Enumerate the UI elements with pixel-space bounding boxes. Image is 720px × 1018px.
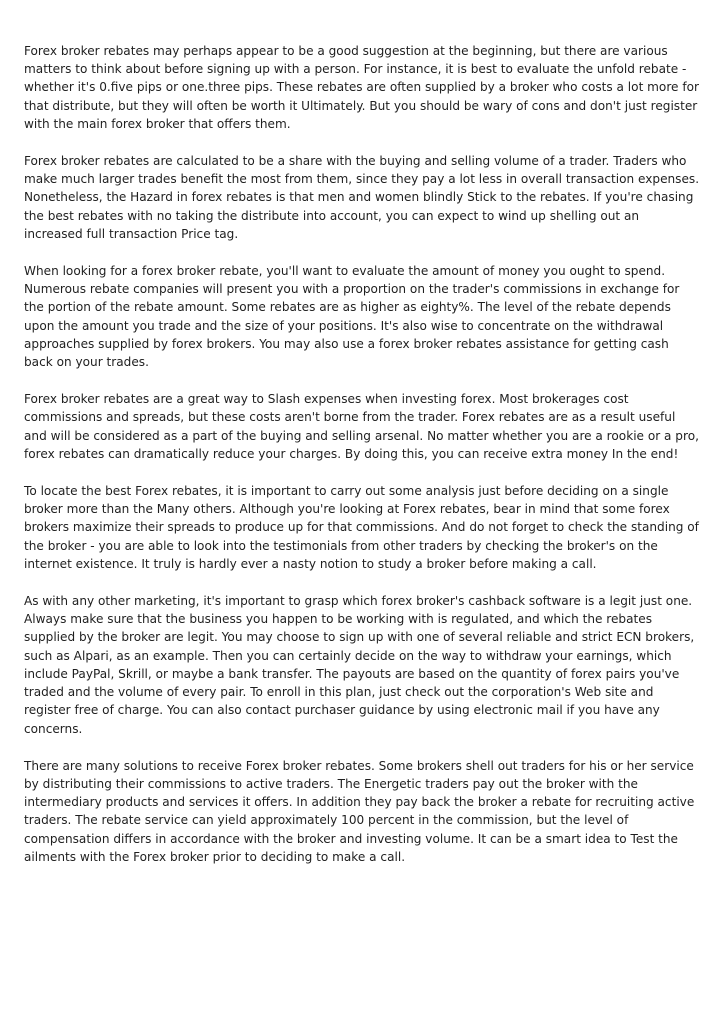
paragraph-7: There are many solutions to receive Forex broker rebates. Some brokers shell out traders for his or her service by distributing their commissions to active traders. The Energetic traders pay out the broker with the intermediary products and services it offers. In addition they pay back the broker a rebate for recruiting active traders. The rebate service can yield approximately 100 percent in the commission, but the level of compensation differs in accordance with the broker and investing volume. It can be a smart idea to Test the ailments with the Forex broker prior to deciding to make a call.: [24, 758, 695, 864]
paragraph-3: When looking for a forex broker rebate, you'll want to evaluate the amount of money you ought to spend. Numerous rebate companies will present you with a proportion on the trader's commissions in exchange for the portion of the rebate amount. Some rebates are as higher as eighty%. The level of the rebate depends upon the amount you trade and the size of your positions. It's also wise to concentrate on the withdrawal approaches supplied by forex brokers. You may also use a forex broker rebates assistance for getting cash back on your trades.: [24, 264, 680, 370]
paragraph-5: To locate the best Forex rebates, it is important to carry out some analysis just before deciding on a single broker more than the Many others. Although you're looking at Forex rebates, bear in mind that some forex brokers maximize their spreads to produce up for that commissions. And do not forget to check the standing of the broker - you are able to look into the testimonials from other traders by checking the broker's on the internet existence. It truly is hardly ever a nasty notion to study a broker before making a call.: [24, 484, 699, 571]
paragraph-1: Forex broker rebates may perhaps appear to be a good suggestion at the beginning, but there are various matters to think about before signing up with a person. For instance, it is best to evaluate the unfold rebate - whether it's 0.five pips or one.three pips. These rebates are often supplied by a broker who costs a lot more for that distribute, but they will often be worth it Ultimately. But you should be wary of cons and don't just register with the main forex broker that offers them.: [24, 44, 699, 131]
paragraph-6: As with any other marketing, it's important to grasp which forex broker's cashback software is a legit just one. Always make sure that the business you happen to be working with is regulated, and which the rebates supplied by the broker are legit. You may choose to sign up with one of several reliable and strict ECN brokers, such as Alpari, as an example. Then you can certainly decide on the way to withdraw your earnings, which include PayPal, Skrill, or maybe a bank transfer. The payouts are based on the quantity of forex pairs you've traded and the volume of every pair. To enroll in this plan, just check out the corporation's Web site and register free of charge. You can also contact purchaser guidance by using electronic mail if you have any concerns.: [24, 594, 695, 736]
paragraph-2: Forex broker rebates are calculated to be a share with the buying and selling volume of a trader. Traders who make much larger trades benefit the most from them, since they pay a lot less in overall transaction expenses. Nonetheless, the Hazard in forex rebates is that men and women blindly Stick to the rebates. If you're chasing the best rebates with no taking the distribute into account, you can expect to wind up shelling out an increased full transaction Price tag.: [24, 154, 700, 241]
paragraph-4: Forex broker rebates are a great way to Slash expenses when investing forex. Most brokerages cost commissions and spreads, but these costs aren't borne from the trader. Forex rebates are as a result useful and will be considered as a part of the buying and selling arsenal. No matter whether you are a rookie or a pro, forex rebates can dramatically reduce your charges. By doing this, you can receive extra money In the end!: [24, 392, 699, 461]
